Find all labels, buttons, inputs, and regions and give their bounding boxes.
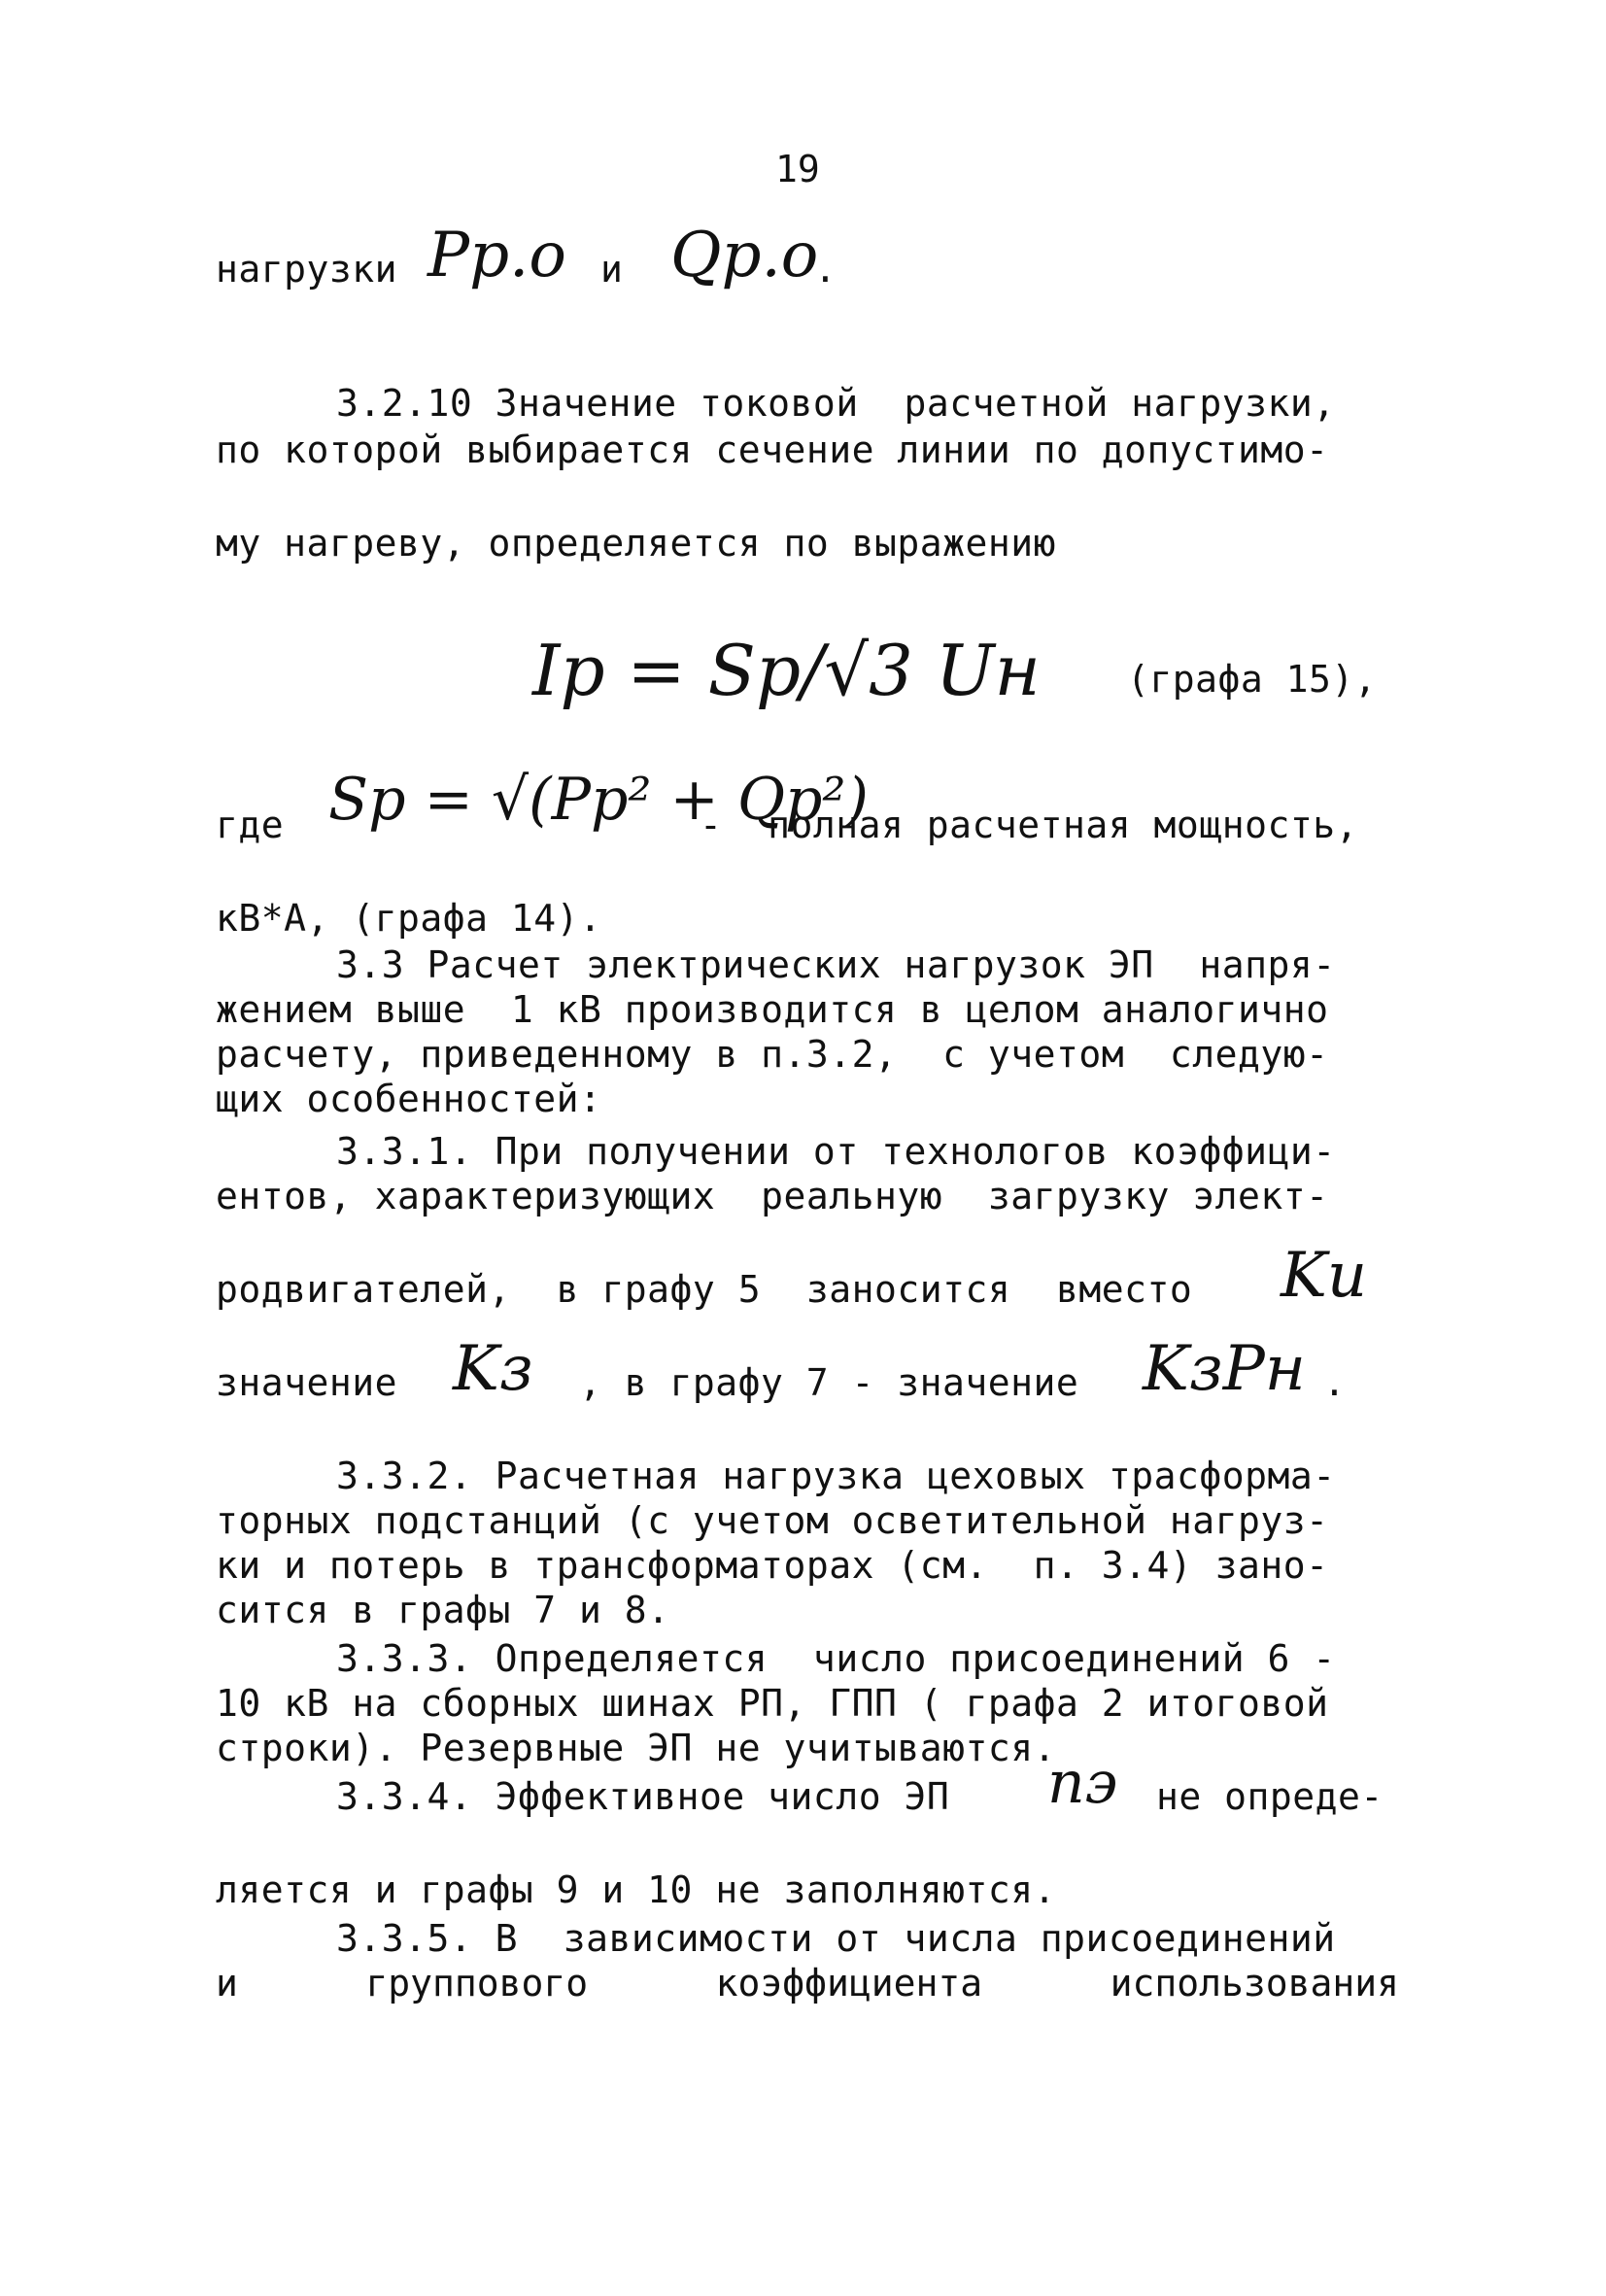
text-line: ки и потерь в трансформаторах (см. п. 3.4) зано- — [216, 1544, 1329, 1587]
text-line: 3.3.5. В зависимости от числа присоединений — [336, 1917, 1336, 1960]
word: группового — [365, 1962, 589, 2005]
text-line: 3.3.2. Расчетная нагрузка цеховых трасформа- — [336, 1455, 1336, 1497]
text-line: сится в графы 7 и 8. — [216, 1589, 670, 1631]
text-line: , в графу 7 - значение — [579, 1361, 1079, 1404]
text-line: - полная расчетная мощность, — [700, 804, 1358, 846]
text-line: по которой выбирается сечение линии по допустимо- — [216, 428, 1329, 471]
text-line: му нагреву, определяется по выражению — [216, 522, 1056, 565]
text-line: расчету, приведенному в п.3.2, с учетом следую- — [216, 1033, 1329, 1076]
formula-reference: (графа 15), — [1127, 658, 1378, 701]
formula-kz: Kз — [453, 1333, 533, 1405]
text-line: ентов, характеризующих реальную загрузку элект- — [216, 1175, 1329, 1217]
text-line: 3.3.3. Определяется число присоединений 6 - — [336, 1637, 1336, 1680]
text-line: родвигателей, в графу 5 заносится вместо — [216, 1268, 1193, 1311]
formula-sp: Sр = √(Pр² + Qр²) — [328, 766, 869, 834]
text-line: 3.3.4. Эффективное число ЭП — [336, 1775, 950, 1818]
text-line: строки). Резервные ЭП не учитываются. — [216, 1727, 1056, 1769]
text-line: 10 кВ на сборных шинах РП, ГПП ( графа 2 итоговой — [216, 1682, 1329, 1725]
text-line: не опреде- — [1156, 1775, 1384, 1818]
text-line: ляется и графы 9 и 10 не заполняются. — [216, 1868, 1056, 1911]
text-line: щих особенностей: — [216, 1078, 602, 1120]
text-line: 3.3.1. При получении от технологов коэффици- — [336, 1130, 1336, 1173]
text-line: . — [814, 248, 837, 291]
text-line: 3.3 Расчет электрических нагрузок ЭП напря- — [336, 943, 1336, 986]
justified-line — [216, 1961, 1399, 2005]
formula-p-ro: Pр.о — [427, 220, 566, 291]
text-line: где — [216, 804, 285, 846]
word: коэффициента — [715, 1962, 983, 2005]
formula-kz-pn: KзPн — [1143, 1333, 1306, 1405]
text-line: кВ*А, (графа 14). — [216, 897, 602, 940]
word: использования — [1110, 1962, 1399, 2005]
text-line: жением выше 1 кВ производится в целом аналогично — [216, 988, 1329, 1031]
word: и — [216, 1962, 238, 2005]
formula-ip: Iр = Sр/√3 Uн — [532, 630, 1041, 711]
formula-ne: nэ — [1047, 1749, 1118, 1817]
formula-q-ro: Qр.о — [670, 220, 819, 291]
formula-ki: Kи — [1281, 1240, 1368, 1312]
text-line: торных подстанций (с учетом осветительной нагруз- — [216, 1499, 1329, 1542]
text-line: . — [1323, 1361, 1347, 1404]
text-line: 3.2.10 Значение токовой расчетной нагрузки, — [336, 382, 1336, 425]
text-line: и — [600, 248, 624, 291]
text-line: нагрузки — [216, 248, 398, 291]
page-number: 19 — [775, 148, 820, 190]
text-line: значение — [216, 1361, 398, 1404]
